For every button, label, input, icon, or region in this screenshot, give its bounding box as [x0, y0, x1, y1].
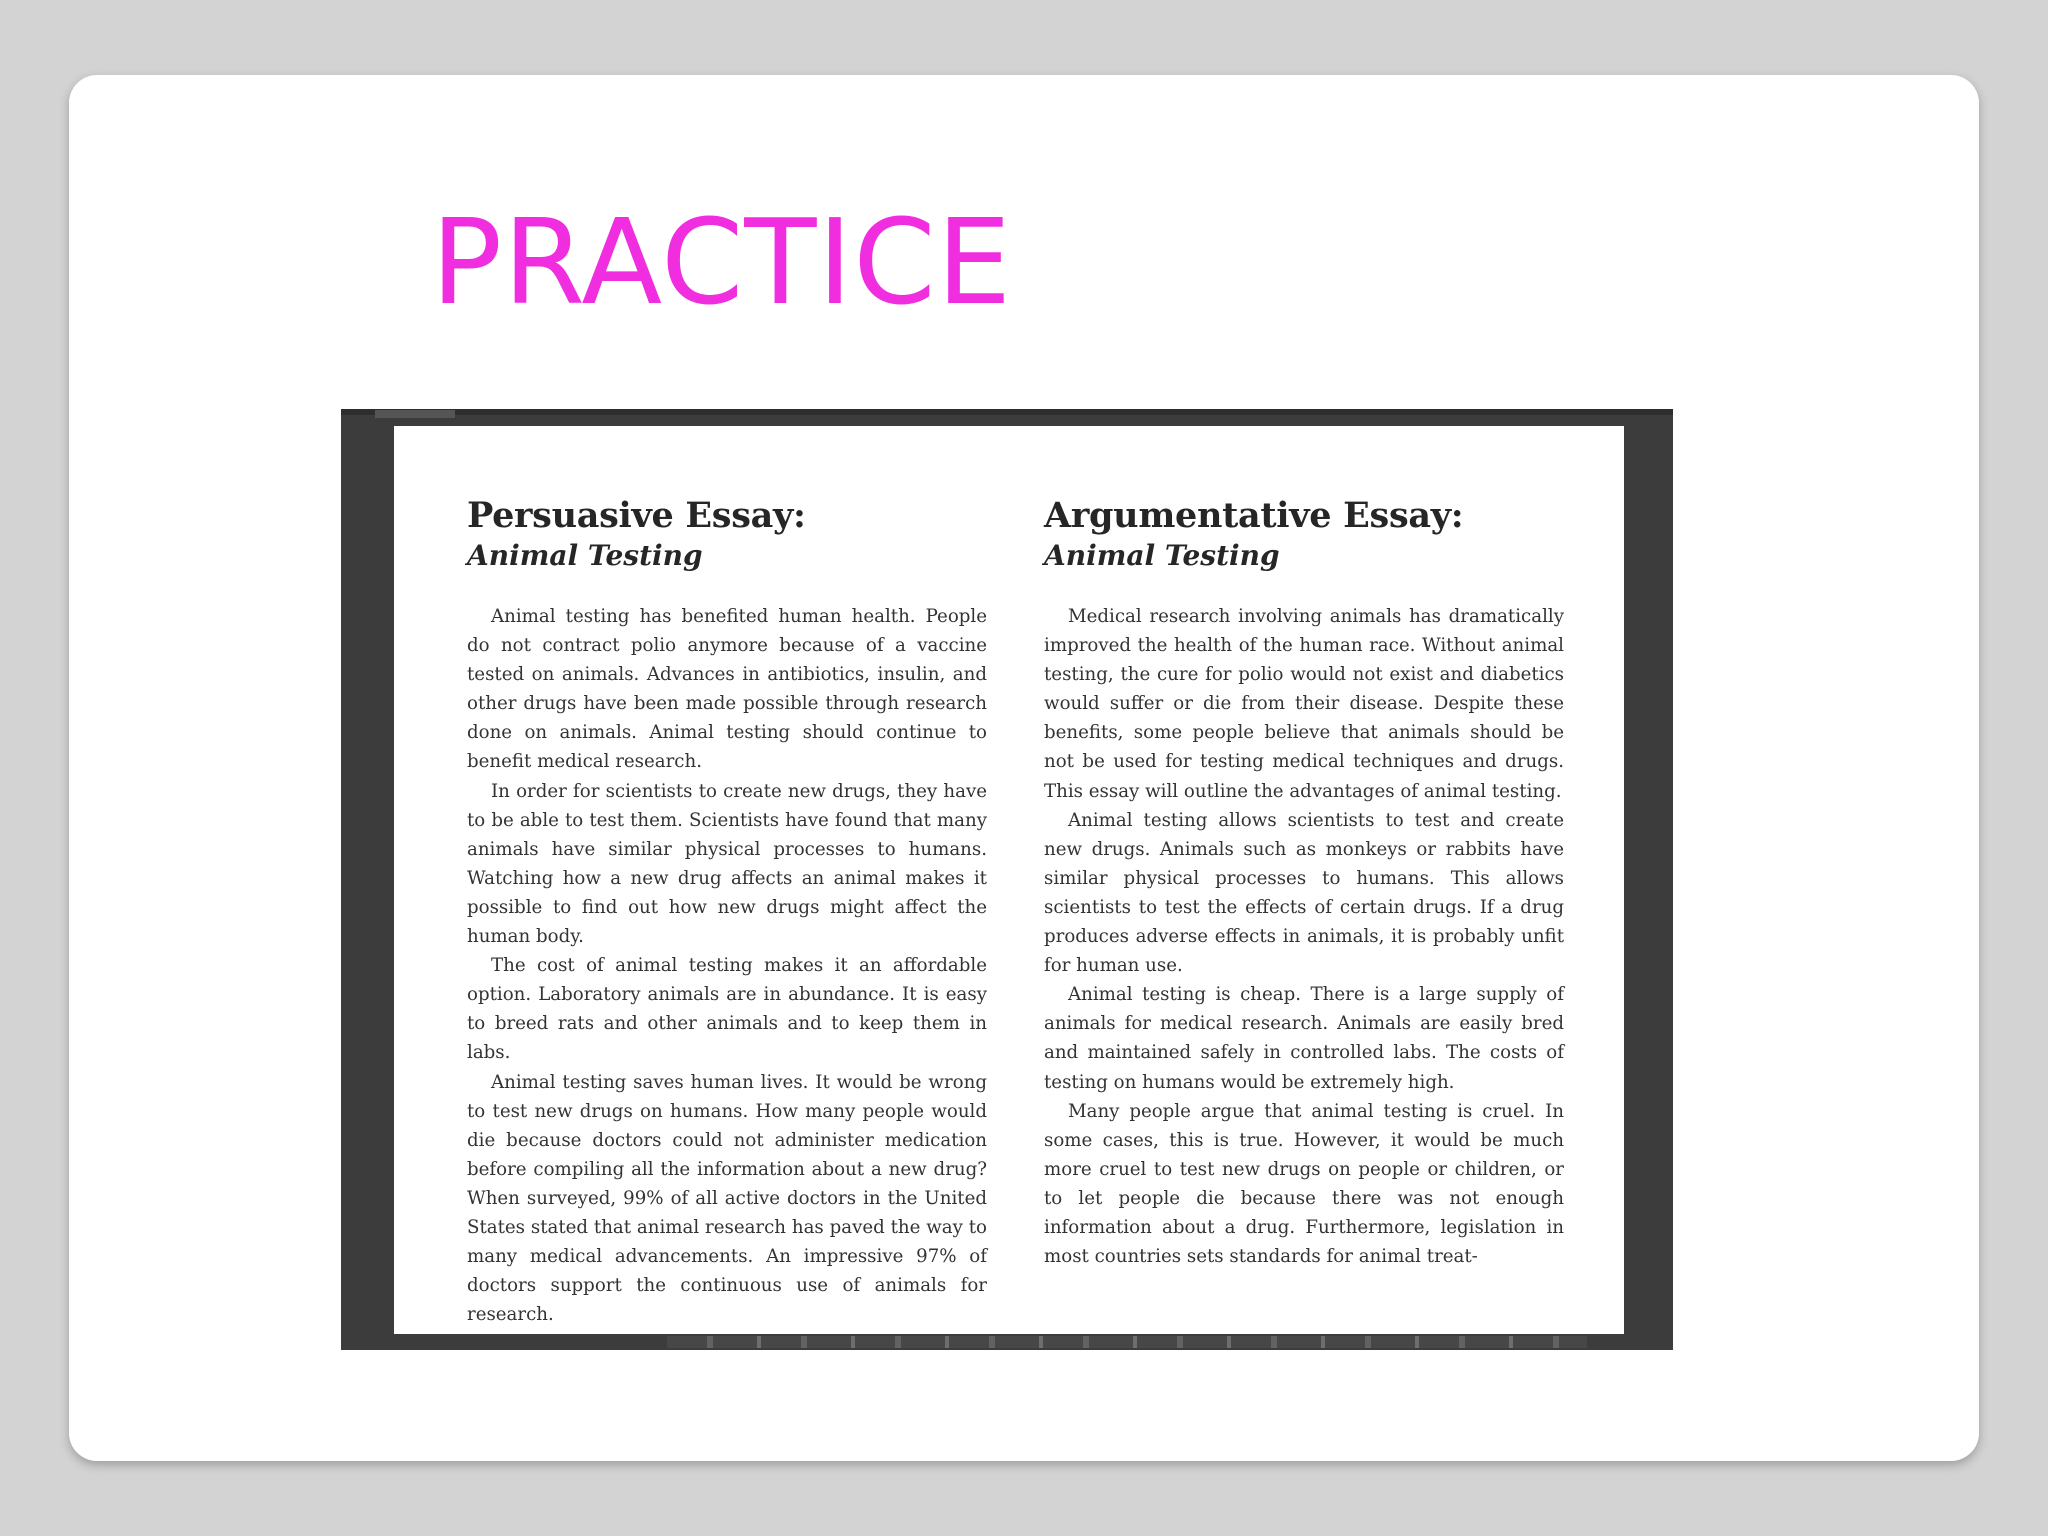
document-screenshot: [341, 409, 1673, 1350]
argumentative-essay-subheading: Animal Testing: [1044, 539, 1280, 572]
argumentative-paragraph: Many people argue that animal testing is cruel. In some cases, this is true. However, it would be much more cruel to test new drugs on people or children, or to let people die because there was not enough information about a drug. Furthermore, legislation in most countries sets standards for animal treat-: [1044, 1100, 1564, 1268]
argumentative-essay-column: [1044, 494, 1564, 1271]
document-frame-tab: [375, 410, 455, 418]
argumentative-paragraph: Animal testing is cheap. There is a large supply of animals for medical research. Animals are easily bred and maintained safely in controlled labs. The costs of testing on humans would be extremely high.: [1044, 984, 1564, 1093]
persuasive-paragraph: In order for scientists to create new drugs, they have to be able to test them. Scientists have found that many animals have similar physical processes to humans. Watching how a new drug affects an animal makes it possible to find out how new drugs might affect the human body.: [467, 780, 987, 948]
persuasive-paragraph: Animal testing has benefited human health. People do not contract polio anymore because of a vaccine tested on animals. Advances in antibiotics, insulin, and other drugs have been made possible through research done on animals. Animal testing should continue to benefit medical research.: [467, 606, 987, 773]
document-frame-top-edge: [341, 409, 1673, 415]
persuasive-essay-heading: Persuasive Essay:: [467, 495, 806, 536]
argumentative-essay-heading: Argumentative Essay:: [1044, 495, 1464, 536]
argumentative-paragraph: Medical research involving animals has dramatically improved the health of the human race. Without animal testing, the cure for polio would not exist and diabetics would suffer or die from their disease. Despite these benefits, some people believe that animals should be not be used for testing medical techniques and drugs. This essay will outline the advantages of animal testing.: [1044, 606, 1564, 802]
argumentative-paragraph: Animal testing allows scientists to test and create new drugs. Animals such as monkeys or rabbits have similar physical processes to humans. This allows scientists to test the effects of certain drugs. If a drug produces adverse effects in animals, it is probably unfit for human use.: [1044, 809, 1564, 977]
persuasive-paragraph: The cost of animal testing makes it an affordable option. Laboratory animals are in abundance. It is easy to breed rats and other animals and to keep them in labs.: [467, 955, 987, 1064]
document-bottom-toolbar: [667, 1336, 1587, 1348]
argumentative-essay-body: [1044, 602, 1564, 1271]
persuasive-paragraph: Animal testing saves human lives. It would be wrong to test new drugs on humans. How many people would die because doctors could not administer medication before compiling all the information about a new drug? When surveyed, 99% of all active doctors in the United States stated that animal research has paved the way to many medical advancements. An impressive 97% of doctors support the continuous use of animals for research.: [467, 1071, 987, 1326]
slide-title: PRACTICE: [431, 193, 1013, 331]
persuasive-essay-body: [467, 602, 987, 1329]
document-page: [394, 426, 1624, 1334]
persuasive-essay-column: [467, 494, 987, 1329]
slide-card: [69, 75, 1979, 1461]
persuasive-essay-subheading: Animal Testing: [467, 539, 703, 572]
